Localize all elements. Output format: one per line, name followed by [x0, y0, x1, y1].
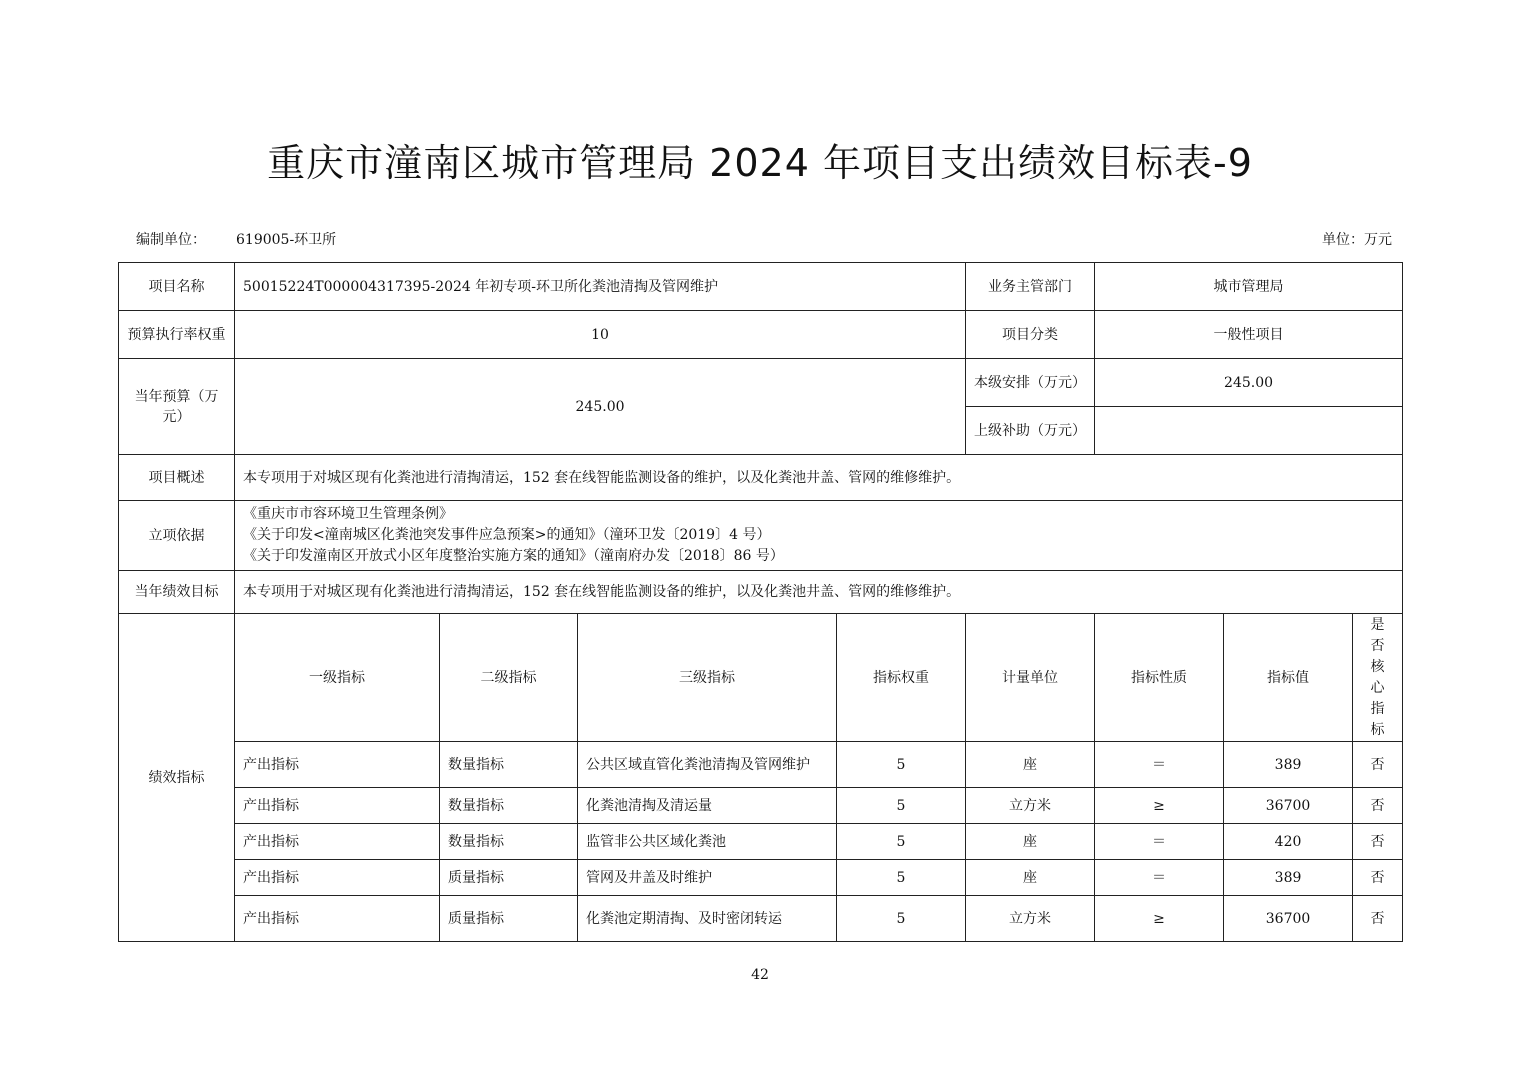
cell-level3: 公共区域直管化粪池清掏及管网维护 — [578, 742, 837, 788]
col-header-unit: 计量单位 — [966, 614, 1095, 742]
cell-level3: 监管非公共区域化粪池 — [578, 824, 837, 860]
dept-label: 业务主管部门 — [966, 263, 1095, 311]
table-row — [119, 742, 1403, 788]
basis-item: 《关于印发潼南区开放式小区年度整治实施方案的通知》（潼南府办发〔2018〕86 号） — [243, 548, 784, 564]
cell-nature: ＝ — [1095, 742, 1224, 788]
cell-weight: 5 — [837, 788, 966, 824]
cell-nature: ＝ — [1095, 824, 1224, 860]
cell-value: 420 — [1224, 824, 1353, 860]
performance-target-table — [118, 262, 1403, 942]
cell-level3: 化粪池清掏及清运量 — [578, 788, 837, 824]
overview-label: 项目概述 — [119, 455, 235, 501]
cell-level1: 产出指标 — [235, 860, 440, 896]
currency-unit: 单位：万元 — [1322, 232, 1392, 248]
project-name-label: 项目名称 — [119, 263, 235, 311]
cell-level2: 质量指标 — [440, 860, 578, 896]
cell-level1: 产出指标 — [235, 896, 440, 942]
cell-level2: 数量指标 — [440, 742, 578, 788]
page-title: 重庆市潼南区城市管理局 2024 年项目支出绩效目标表-9 — [267, 141, 1253, 185]
cell-level3: 管网及井盖及时维护 — [578, 860, 837, 896]
cell-core: 否 — [1353, 742, 1403, 788]
col-header-value: 指标值 — [1224, 614, 1353, 742]
table-row — [119, 824, 1403, 860]
cell-core: 否 — [1353, 824, 1403, 860]
dept-value: 城市管理局 — [1095, 263, 1403, 311]
budget-value: 245.00 — [235, 359, 966, 455]
col-header-core: 是否核心指标 — [1353, 614, 1403, 742]
col-header-level1: 一级指标 — [235, 614, 440, 742]
cell-unit: 座 — [966, 860, 1095, 896]
cell-weight: 5 — [837, 824, 966, 860]
compiling-unit — [136, 229, 336, 249]
table-row — [119, 896, 1403, 942]
cell-value: 36700 — [1224, 788, 1353, 824]
cell-weight: 5 — [837, 896, 966, 942]
budget-label: 当年预算（万元） — [119, 359, 235, 455]
weight-value: 10 — [235, 311, 966, 359]
cell-unit: 立方米 — [966, 896, 1095, 942]
table-row — [119, 860, 1403, 896]
goal-value: 本专项用于对城区现有化粪池进行清掏清运，152 套在线智能监测设备的维护，以及化粪池井盖、管网的维修维护。 — [235, 571, 1403, 614]
col-header-weight: 指标权重 — [837, 614, 966, 742]
category-value: 一般性项目 — [1095, 311, 1403, 359]
basis-item: 《关于印发<潼南城区化粪池突发事件应急预案>的通知》（潼环卫发〔2019〕4 号） — [243, 527, 771, 543]
cell-level1: 产出指标 — [235, 742, 440, 788]
cell-level3: 化粪池定期清掏、及时密闭转运 — [578, 896, 837, 942]
cell-level2: 数量指标 — [440, 788, 578, 824]
col-header-level3: 三级指标 — [578, 614, 837, 742]
page-number: 42 — [751, 967, 769, 983]
subsidy-value — [1095, 407, 1403, 455]
category-label: 项目分类 — [966, 311, 1095, 359]
cell-value: 389 — [1224, 860, 1353, 896]
basis-label: 立项依据 — [119, 501, 235, 571]
compiling-unit-label: 编制单位： — [136, 232, 206, 248]
col-header-level2: 二级指标 — [440, 614, 578, 742]
cell-nature: ＝ — [1095, 860, 1224, 896]
cell-nature: ≥ — [1095, 896, 1224, 942]
cell-level2: 数量指标 — [440, 824, 578, 860]
indicators-section-label: 绩效指标 — [119, 614, 235, 942]
cell-unit: 座 — [966, 742, 1095, 788]
col-header-nature: 指标性质 — [1095, 614, 1224, 742]
compiling-unit-value: 619005-环卫所 — [236, 232, 337, 248]
cell-value: 389 — [1224, 742, 1353, 788]
cell-unit: 座 — [966, 824, 1095, 860]
cell-core: 否 — [1353, 896, 1403, 942]
cell-core: 否 — [1353, 860, 1403, 896]
local-budget-value: 245.00 — [1095, 359, 1403, 407]
cell-weight: 5 — [837, 742, 966, 788]
cell-value: 36700 — [1224, 896, 1353, 942]
weight-label: 预算执行率权重 — [119, 311, 235, 359]
cell-core: 否 — [1353, 788, 1403, 824]
table-row — [119, 788, 1403, 824]
cell-level1: 产出指标 — [235, 824, 440, 860]
cell-level1: 产出指标 — [235, 788, 440, 824]
overview-value: 本专项用于对城区现有化粪池进行清掏清运，152 套在线智能监测设备的维护，以及化粪池井盖、管网的维修维护。 — [235, 455, 1403, 501]
basis-list — [235, 501, 1403, 571]
goal-label: 当年绩效目标 — [119, 571, 235, 614]
local-budget-label: 本级安排（万元） — [966, 359, 1095, 407]
cell-weight: 5 — [837, 860, 966, 896]
subsidy-label: 上级补助（万元） — [966, 407, 1095, 455]
basis-item: 《重庆市市容环境卫生管理条例》 — [243, 506, 453, 522]
cell-unit: 立方米 — [966, 788, 1095, 824]
project-name-value: 50015224T000004317395-2024 年初专项-环卫所化粪池清掏及管网维护 — [235, 263, 966, 311]
cell-nature: ≥ — [1095, 788, 1224, 824]
cell-level2: 质量指标 — [440, 896, 578, 942]
